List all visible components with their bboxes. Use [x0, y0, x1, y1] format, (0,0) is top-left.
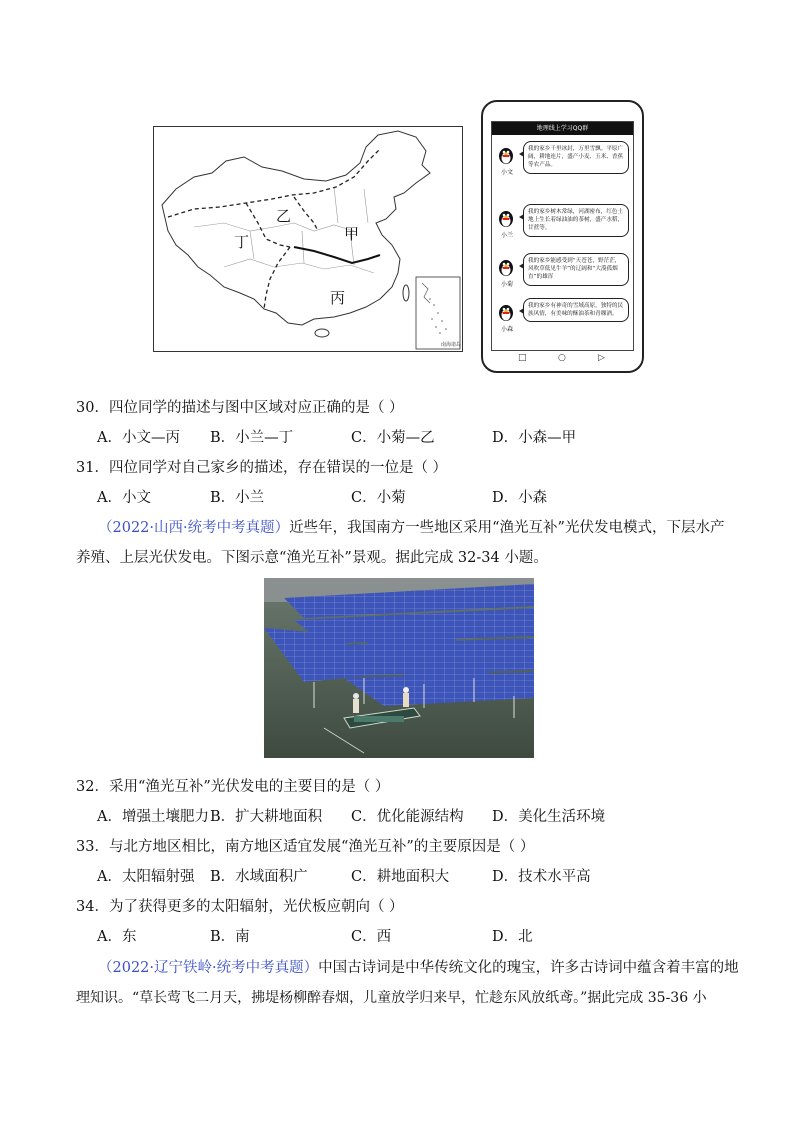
- penguin-avatar-icon: [497, 145, 515, 165]
- taiwan-island: [403, 285, 409, 301]
- phone-nav-bar: [491, 353, 634, 369]
- q34-option-d: D．北: [492, 929, 533, 945]
- inset-caption: 南海诸岛: [441, 342, 462, 348]
- q34-option-c: C．西: [351, 929, 392, 945]
- q30-option-d: D．小森—甲: [492, 430, 577, 446]
- chat-name: 小文: [500, 169, 513, 176]
- q31-option-d: D．小森: [492, 490, 548, 506]
- hainan-island: [315, 329, 329, 337]
- passage-2-source: （2022·辽宁铁岭·统考中考真题）: [98, 960, 319, 976]
- china-outline: [162, 131, 430, 325]
- penguin-avatar-icon: [497, 208, 515, 228]
- chat-name: 小森: [500, 326, 513, 333]
- label-jia: 甲: [344, 225, 360, 243]
- question-33-stem: 33．与北方地区相比，南方地区适宜发展“渔光互补”的主要原因是（ ）: [76, 839, 535, 855]
- q33-option-a: A．太阳辐射强: [97, 869, 195, 885]
- chat-name: 小兰: [500, 232, 513, 239]
- passage-2-text: 中国古诗词是中华传统文化的瑰宝，许多古诗词中蕴含着丰富的地: [318, 960, 739, 976]
- phone-chat-figure: [481, 100, 644, 373]
- passage-2-line-1: [98, 958, 739, 978]
- q34-option-a: A．东: [97, 929, 137, 945]
- square-nav-icon: □: [518, 353, 527, 363]
- chat-message: [492, 141, 633, 191]
- question-34-stem: 34．为了获得更多的太阳辐射，光伏板应朝向（ ）: [76, 899, 404, 915]
- q31-option-a: A．小文: [97, 490, 151, 506]
- triangle-nav-icon: ▷: [598, 353, 605, 363]
- chat-group-title: 地理线上学习QQ群: [492, 122, 633, 135]
- passage-1-text: 近些年，我国南方一些地区采用“渔光互补”光伏发电模式，下层水产: [289, 520, 725, 536]
- q31-option-b: B．小兰: [210, 490, 265, 506]
- q30-option-b: B．小兰—丁: [210, 430, 294, 446]
- label-bing: 丙: [330, 289, 346, 307]
- chat-bubble: 我的家乡能感受到“天苍苍，野茫茫，风吹草低见牛羊”的辽阔和“大漠孤烟直”的雄浑: [523, 253, 629, 286]
- q32-option-d: D．美化生活环境: [492, 809, 606, 825]
- q33-option-c: C．耕地面积大: [351, 869, 450, 885]
- photo-drawing: [264, 578, 534, 758]
- penguin-avatar-icon: [497, 257, 515, 277]
- passage-2-line-2: 理知识。“草长莺飞二月天，拂堤杨柳醉春烟，儿童放学归来早，忙趁东风放纸鸢。”据此完成 35-36 小: [76, 990, 707, 1006]
- q30-option-c: C．小菊—乙: [351, 430, 435, 446]
- question-31-stem: 31．四位同学对自己家乡的描述，存在错误的一位是（ ）: [76, 460, 448, 476]
- q32-option-b: B．扩大耕地面积: [210, 809, 323, 825]
- china-region-map: [153, 126, 463, 352]
- penguin-avatar-icon: [497, 302, 515, 322]
- chat-bubble: 我的家乡千里冰封，万里雪飘。平原广阔，耕地连片，盛产小麦、玉米、香蕉等农产品。: [523, 141, 629, 174]
- fishery-solar-photo: [264, 578, 534, 758]
- q33-option-d: D．技术水平高: [492, 869, 591, 885]
- passage-1-line-2: 养殖、上层光伏发电。下图示意“渔光互补”景观。据此完成 32-34 小题。: [76, 550, 548, 566]
- q34-option-b: B．南: [210, 929, 250, 945]
- map-drawing: [154, 127, 462, 351]
- q33-option-b: B．水域面积广: [210, 869, 308, 885]
- phone-screen: [491, 121, 634, 351]
- circle-nav-icon: ○: [558, 353, 566, 363]
- passage-1-source: （2022·山西·统考中考真题）: [98, 520, 290, 536]
- passage-1-line-1: [98, 518, 724, 538]
- q31-option-c: C．小菊: [351, 490, 406, 506]
- label-ding: 丁: [234, 233, 250, 251]
- q32-option-a: A．增强土壤肥力: [97, 809, 209, 825]
- question-30-stem: 30．四位同学的描述与图中区域对应正确的是（ ）: [76, 400, 404, 416]
- chat-message: [492, 253, 633, 303]
- q30-option-a: A．小文—丙: [97, 430, 180, 446]
- chat-message: [492, 204, 633, 254]
- q32-option-c: C．优化能源结构: [351, 809, 464, 825]
- chat-message: [492, 298, 633, 348]
- label-yi: 乙: [276, 207, 292, 225]
- chat-bubble: 我的家乡有神奇的雪域高原，独特的民族风情，有美味的酥油茶和青稞酒。: [523, 298, 629, 322]
- chat-name: 小菊: [500, 281, 513, 288]
- chat-bubble: 我的家乡树木常绿，河湖密布，红色土地上生长着绿油油的茶树，盛产水稻，甘蔗等。: [523, 204, 629, 237]
- question-32-stem: 32．采用“渔光互补”光伏发电的主要目的是（ ）: [76, 779, 390, 795]
